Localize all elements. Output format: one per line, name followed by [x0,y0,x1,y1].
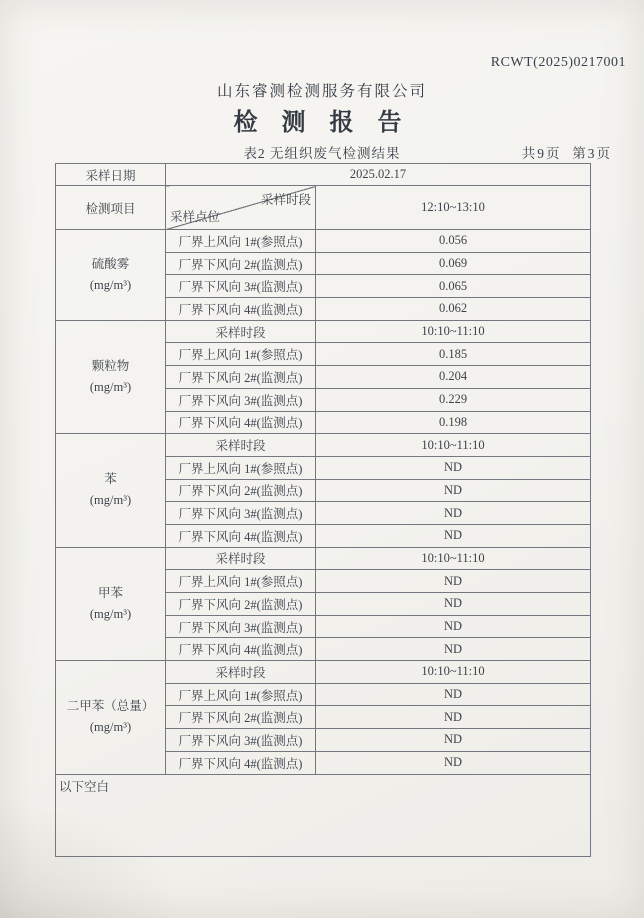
parameter-unit: (mg/m³) [89,277,132,292]
sampling-point-cell: 厂界下风向 3#(监测点) [166,275,316,298]
sampling-point-cell: 厂界下风向 2#(监测点) [166,706,316,729]
parameter-unit: (mg/m³) [89,606,132,621]
parameter-unit: (mg/m³) [89,720,132,735]
result-value-cell: 0.229 [316,388,591,411]
result-value-cell: 0.056 [316,230,591,253]
sampling-point-cell: 厂界上风向 1#(参照点) [166,230,316,253]
diagonal-point-label: 采样点位 [170,210,221,224]
sampling-period-value-cell: 10:10~11:10 [316,661,591,684]
sampling-point-cell: 厂界下风向 4#(监测点) [166,524,316,547]
table-row [56,661,591,684]
report-title: 检 测 报 告 [233,110,411,136]
diagonal-header-cell [166,186,316,230]
sampling-point-cell: 厂界下风向 2#(监测点) [166,479,316,502]
result-value-cell: ND [316,683,591,706]
sampling-point-cell: 厂界下风向 3#(监测点) [166,729,316,752]
header-period-value-cell: 12:10~13:10 [316,186,591,230]
item-label-cell: 检测项目 [56,186,166,230]
sampling-point-cell: 厂界上风向 1#(参照点) [166,343,316,366]
results-table [55,163,591,857]
result-value-cell: 0.198 [316,411,591,434]
footer-note-cell: 以下空白 [56,774,591,856]
company-name: 山东睿测检测服务有限公司 [216,83,427,100]
sampling-period-value-cell: 10:10~11:10 [316,320,591,343]
parameter-name: 硫酸雾 [91,256,130,271]
sampling-point-cell: 厂界下风向 4#(监测点) [166,751,316,774]
parameter-name-cell [56,230,166,321]
sampling-period-value-cell: 10:10~11:10 [316,434,591,457]
result-value-cell: 0.204 [316,366,591,389]
parameter-name-cell [56,661,166,774]
result-value-cell: ND [316,570,591,593]
sampling-point-cell: 厂界上风向 1#(参照点) [166,683,316,706]
diagonal-period-label: 采样时段 [260,193,311,207]
sampling-date-value-cell: 2025.02.17 [166,164,591,186]
footer-row [56,774,591,856]
table-row [56,547,591,570]
result-value-cell: ND [316,706,591,729]
table-row [56,230,591,253]
sampling-point-cell: 厂界下风向 4#(监测点) [166,638,316,661]
header-body [56,164,591,230]
parameter-name: 颗粒物 [91,358,130,373]
result-value-cell: 0.185 [316,343,591,366]
sampling-period-label-cell: 采样时段 [166,320,316,343]
sampling-period-label-cell: 采样时段 [166,547,316,570]
result-value-cell: ND [316,479,591,502]
result-value-cell: ND [316,615,591,638]
sampling-point-cell: 厂界下风向 3#(监测点) [166,615,316,638]
parameter-name-cell [56,320,166,433]
page-info: 共9页 第3页 [521,146,612,161]
sampling-point-cell: 厂界下风向 3#(监测点) [166,388,316,411]
column-header-row [56,186,591,230]
result-value-cell: ND [316,751,591,774]
parameter-name-cell [56,547,166,660]
parameter-name: 二甲苯（总量） [66,699,155,714]
sampling-point-cell: 厂界下风向 4#(监测点) [166,298,316,321]
sampling-point-cell: 厂界下风向 2#(监测点) [166,252,316,275]
sampling-point-cell: 厂界下风向 2#(监测点) [166,366,316,389]
table-caption-row [0,142,644,162]
result-value-cell: 0.062 [316,298,591,321]
sampling-period-value-cell: 10:10~11:10 [316,547,591,570]
report-number: RCWT(2025)0217001 [490,55,626,70]
sampling-period-label-cell: 采样时段 [166,661,316,684]
result-value-cell: ND [316,524,591,547]
sampling-point-cell: 厂界下风向 3#(监测点) [166,502,316,525]
sampling-point-cell: 厂界下风向 4#(监测点) [166,411,316,434]
sampling-point-cell: 厂界下风向 2#(监测点) [166,593,316,616]
parameter-name: 苯 [104,472,117,487]
result-value-cell: 0.065 [316,275,591,298]
result-value-cell: ND [316,502,591,525]
sampling-date-label-cell: 采样日期 [56,164,166,186]
results-body [56,230,591,775]
parameter-unit: (mg/m³) [89,493,132,508]
footer-body [56,774,591,856]
result-value-cell: ND [316,456,591,479]
table-caption: 表2 无组织废气检测结果 [243,146,401,161]
sampling-period-label-cell: 采样时段 [166,434,316,457]
sampling-point-cell: 厂界上风向 1#(参照点) [166,570,316,593]
parameter-name-cell [56,434,166,547]
sampling-point-cell: 厂界上风向 1#(参照点) [166,456,316,479]
result-value-cell: ND [316,729,591,752]
table-row [56,320,591,343]
sampling-date-row [56,164,591,186]
result-value-cell: ND [316,593,591,616]
result-value-cell: ND [316,638,591,661]
parameter-unit: (mg/m³) [89,379,132,394]
table-row [56,434,591,457]
parameter-name: 甲苯 [97,585,123,600]
result-value-cell: 0.069 [316,252,591,275]
